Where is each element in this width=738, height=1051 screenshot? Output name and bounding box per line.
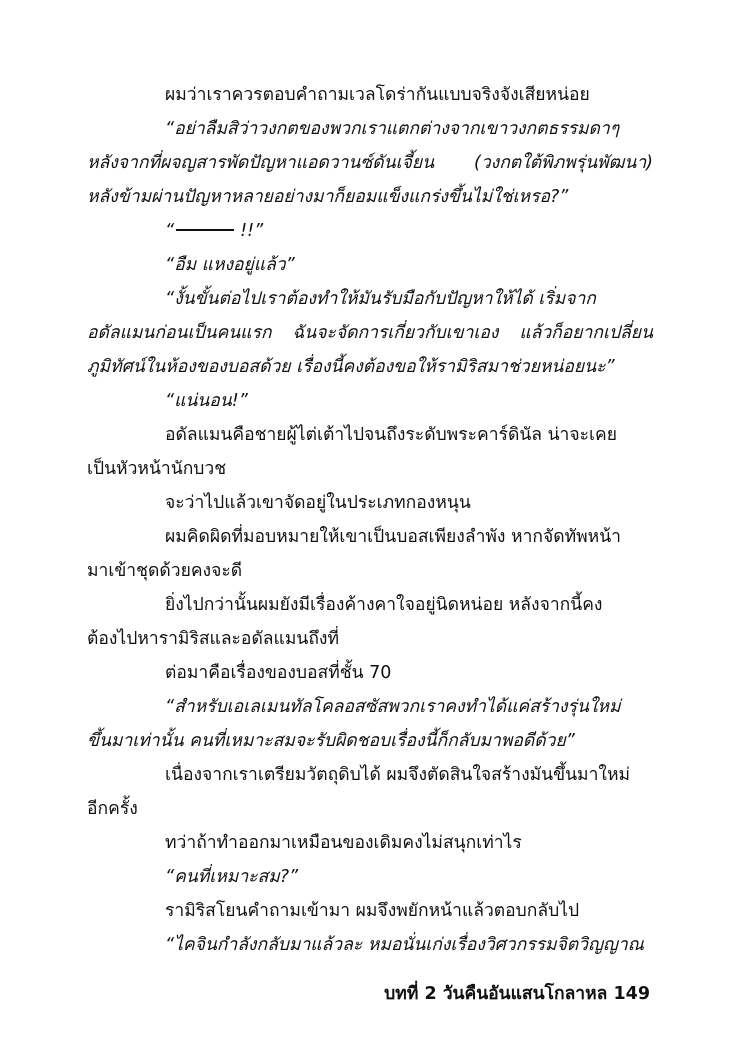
- paragraph-line: มาเข้าชุดด้วยคงจะดี: [87, 561, 243, 581]
- paragraph-line: ต้องไปหารามิริสและอดัลแมนถึงที่: [87, 629, 339, 649]
- paragraph-line: รามิริสโยนคำถามเข้ามา ผมจึงพยักหน้าแล้วตอบกลับไป: [165, 901, 580, 921]
- paragraph-line: “ไคจินกำลังกลับมาแล้วละ หมอนั่นเก่งเรื่องวิศวกรรมจิตวิญญาณ: [165, 935, 644, 955]
- open-quote: “: [165, 221, 175, 241]
- paragraph-line: “อย่าลืมสิว่าวงกตของพวกเราแตกต่างจากเขาวงกตธรรมดาๆ: [165, 119, 620, 139]
- page-footer: บทที่ 2 วันคืนอันแสนโกลาหล 149: [384, 984, 650, 1004]
- paragraph-line: จะว่าไปแล้วเขาจัดอยู่ในประเภทกองหนุน: [165, 493, 471, 513]
- paragraph-line: ต่อมาคือเรื่องของบอสที่ชั้น 70: [165, 663, 392, 683]
- paragraph-line: ยิ่งไปกว่านั้นผมยังมีเรื่องค้างคาใจอยู่นิดหน่อย หลังจากนี้คง: [165, 595, 603, 615]
- paragraph-line: อดัลแมนคือชายผู้ไต่เต้าไปจนถึงระดับพระคาร์ดินัล น่าจะเคย: [165, 425, 617, 445]
- paragraph-line: หลังจากที่ผจญสารพัดปัญหาแอดวานซ์ดันเจี้ยน (วงกตใต้พิภพรุ่นพัฒนา): [87, 153, 653, 173]
- dialogue-dash-line: [165, 220, 263, 242]
- paragraph-line: เนื่องจากเราเตรียมวัตถุดิบได้ ผมจึงตัดสินใจสร้างมันขึ้นมาใหม่: [165, 765, 631, 785]
- paragraph-line: “สำหรับเอเลเมนทัลโคลอสซัสพวกเราคงทำได้แค่สร้างรุ่นใหม่: [165, 697, 621, 717]
- paragraph-line: อีกครั้ง: [87, 799, 138, 819]
- paragraph-line: เป็นหัวหน้านักบวช: [87, 459, 227, 479]
- paragraph-line: “อืม แหงอยู่แล้ว”: [165, 255, 295, 275]
- paragraph-line: “คนที่เหมาะสม?”: [165, 867, 299, 887]
- paragraph-line: “งั้นขั้นต่อไปเราต้องทำให้มันรับมือกับปัญหาให้ได้ เริ่มจาก: [165, 289, 596, 309]
- paragraph-line: อดัลแมนก่อนเป็นคนแรก ฉันจะจัดการเกี่ยวกับเขาเอง แล้วก็อยากเปลี่ยน: [87, 323, 653, 343]
- paragraph-line: ผมคิดผิดที่มอบหมายให้เขาเป็นบอสเพียงลำพัง หากจัดทัพหน้า: [165, 527, 622, 547]
- exclaim-close: !!”: [240, 221, 264, 241]
- paragraph-line: ขึ้นมาเท่านั้น คนที่เหมาะสมจะรับผิดชอบเรื่องนี้ก็กลับมาพอดีด้วย”: [87, 731, 575, 751]
- paragraph-line: ผมว่าเราควรตอบคำถามเวลโดร่ากันแบบจริงจังเสียหน่อย: [165, 85, 590, 105]
- dash-mark: [176, 229, 234, 231]
- paragraph-line: ภูมิทัศน์ในห้องของบอสด้วย เรื่องนี้คงต้องขอให้รามิริสมาช่วยหน่อยนะ”: [87, 357, 615, 377]
- paragraph-line: “แน่นอน!”: [165, 391, 248, 411]
- paragraph-line: ทว่าถ้าทำออกมาเหมือนของเดิมคงไม่สนุกเท่าไร: [165, 833, 522, 853]
- paragraph-line: หลังข้ามผ่านปัญหาหลายอย่างมาก็ยอมแข็งแกร่งขึ้นไม่ใช่เหรอ?”: [87, 187, 569, 207]
